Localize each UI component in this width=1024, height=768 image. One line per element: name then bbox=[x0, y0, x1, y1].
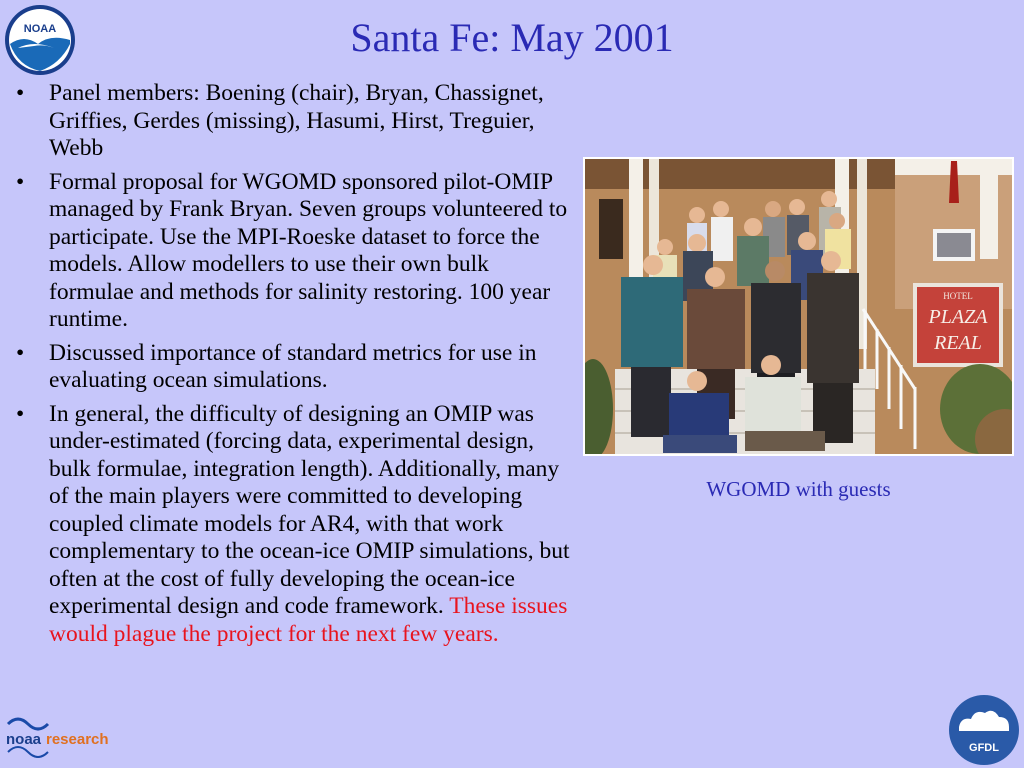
bullet-list bbox=[14, 80, 574, 654]
bullet-item bbox=[14, 340, 574, 395]
bullet-item bbox=[14, 169, 574, 334]
photo-caption: WGOMD with guests bbox=[706, 477, 891, 501]
noaa-research-logo bbox=[4, 712, 128, 758]
gfdl-logo bbox=[947, 693, 1021, 767]
bullet-highlight-text: These issues would plague the project for the next few years. bbox=[49, 593, 568, 647]
noaa-research-word2: research bbox=[46, 731, 109, 748]
bullet-text: Discussed importance of standard metrics for use in evaluating ocean simulations. bbox=[49, 339, 537, 393]
gfdl-logo-text: GFDL bbox=[969, 742, 999, 754]
noaa-research-word1: noaa bbox=[6, 731, 42, 748]
bullet-text: Formal proposal for WGOMD sponsored pilot-OMIP managed by Frank Bryan. Seven groups volunteered to participate. Use the MPI-Roeske dataset to force the models. Allow modellers to use their own bulk formulae and methods for salinity restoring. 100 year runtime. bbox=[49, 168, 568, 332]
noaa-logo-text: NOAA bbox=[23, 23, 57, 35]
bullet-marker: • bbox=[16, 168, 25, 195]
bullet-item bbox=[14, 401, 574, 649]
bullet-marker: • bbox=[16, 400, 25, 427]
bullet-item bbox=[14, 80, 574, 163]
sign-text-line2: PLAZA bbox=[928, 306, 988, 328]
bullet-text: In general, the difficulty of designing an OMIP was under-estimated (forcing data, experimental design, bulk formulae, integration length). Additionally, many of the main players were committed to developing coupled climate models for AR4, with that work complementary to the ocean-ice OMIP simulations, but often at the cost of fully developing the ocean-ice experimental design and code framework. bbox=[49, 400, 570, 619]
bullet-marker: • bbox=[16, 80, 25, 106]
bullet-marker: • bbox=[16, 339, 25, 366]
page-title: Santa Fe: May 2001 bbox=[350, 15, 674, 60]
sign-text-line1: HOTEL bbox=[943, 291, 973, 301]
group-photo bbox=[583, 157, 1014, 456]
bullet-text: Panel members: Boening (chair), Bryan, Chassignet, Griffies, Gerdes (missing), Hasumi, Hirst, Treguier, Webb bbox=[49, 80, 544, 161]
sign-text-line3: REAL bbox=[934, 332, 982, 354]
